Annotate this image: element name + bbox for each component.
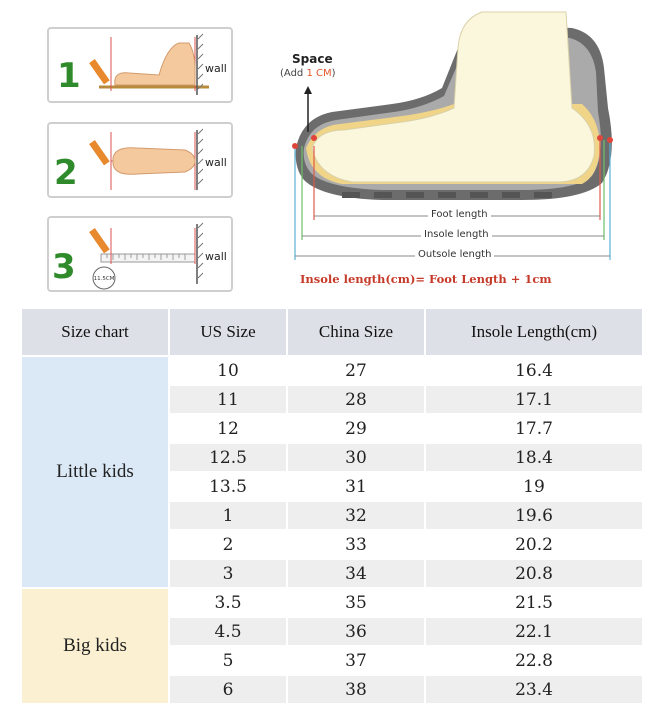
insole-length-cell: 19.6	[426, 502, 642, 529]
us-size-cell: 10	[170, 357, 286, 384]
insole-length-cell: 21.5	[426, 589, 642, 616]
space-title: Space	[292, 52, 333, 66]
china-size-cell: 32	[288, 502, 424, 529]
china-size-cell: 29	[288, 415, 424, 442]
us-size-cell: 5	[170, 647, 286, 674]
us-size-cell: 2	[170, 531, 286, 558]
us-size-cell: 12.5	[170, 444, 286, 471]
outsole-length-label: Outsole length	[415, 249, 494, 260]
insole-length-cell: 20.8	[426, 560, 642, 587]
china-size-cell: 30	[288, 444, 424, 471]
step-3-panel	[47, 216, 233, 292]
table-row	[22, 357, 642, 384]
us-size-cell: 11	[170, 386, 286, 413]
china-size-cell: 38	[288, 676, 424, 703]
header-size-chart: Size chart	[22, 309, 168, 355]
china-size-cell: 27	[288, 357, 424, 384]
china-size-cell: 31	[288, 473, 424, 500]
insole-length-cell: 17.7	[426, 415, 642, 442]
step-1-illustration	[49, 29, 233, 103]
wall-label: wall	[205, 250, 227, 263]
insole-length-cell: 17.1	[426, 386, 642, 413]
step-number: 2	[54, 153, 78, 193]
size-chart-table	[20, 307, 644, 705]
us-size-cell: 13.5	[170, 473, 286, 500]
insole-length-cell: 22.8	[426, 647, 642, 674]
insole-length-cell: 16.4	[426, 357, 642, 384]
table-header-row	[22, 309, 642, 355]
group-label-little-kids: Little kids	[22, 357, 168, 587]
insole-length-cell: 20.2	[426, 531, 642, 558]
space-subtitle: (Add 1 CM)	[280, 68, 336, 79]
group-label-big-kids: Big kids	[22, 589, 168, 703]
china-size-cell: 28	[288, 386, 424, 413]
china-size-cell: 36	[288, 618, 424, 645]
insole-formula: Insole length(cm)= Foot Length + 1cm	[300, 272, 552, 286]
wall-label: wall	[205, 62, 227, 75]
foot-length-label: Foot length	[428, 209, 491, 220]
insole-length-cell: 23.4	[426, 676, 642, 703]
us-size-cell: 6	[170, 676, 286, 703]
step-2-panel	[47, 122, 233, 198]
table-body	[22, 357, 642, 703]
wall-label: wall	[205, 156, 227, 169]
us-size-cell: 1	[170, 502, 286, 529]
table-row	[22, 589, 642, 616]
china-size-cell: 33	[288, 531, 424, 558]
step-2-illustration	[49, 124, 233, 198]
step-number: 3	[52, 247, 76, 287]
us-size-cell: 3.5	[170, 589, 286, 616]
header-us-size: US Size	[170, 309, 286, 355]
insole-length-cell: 18.4	[426, 444, 642, 471]
header-china-size: China Size	[288, 309, 424, 355]
china-size-cell: 34	[288, 560, 424, 587]
step-1-panel	[47, 27, 233, 103]
china-size-cell: 35	[288, 589, 424, 616]
insole-length-cell: 19	[426, 473, 642, 500]
insole-length-label: Insole length	[421, 229, 492, 240]
us-size-cell: 12	[170, 415, 286, 442]
measurement-badge: 11.5CM	[93, 276, 115, 282]
step-3-illustration	[49, 218, 233, 292]
us-size-cell: 3	[170, 560, 286, 587]
header-insole-length: Insole Length(cm)	[426, 309, 642, 355]
china-size-cell: 37	[288, 647, 424, 674]
step-number: 1	[57, 56, 81, 96]
us-size-cell: 4.5	[170, 618, 286, 645]
insole-length-cell: 22.1	[426, 618, 642, 645]
